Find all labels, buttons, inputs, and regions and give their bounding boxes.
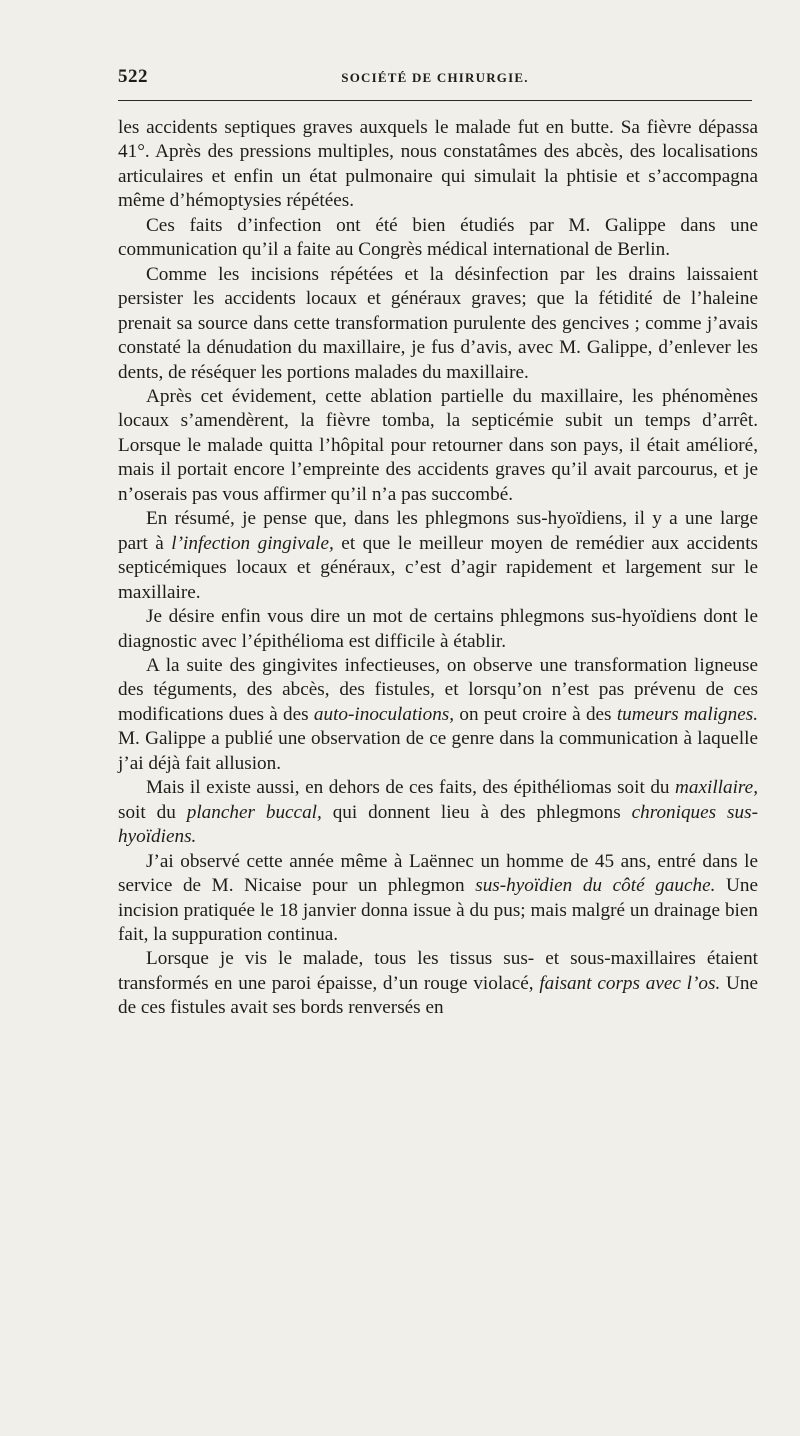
paragraph-text: En résumé, je pense que, dans les phlegmons sus-hyoïdiens, il y a une large part à — [118, 508, 758, 554]
paragraph-text: Une de ces fistules avait ses bords renversés en — [118, 972, 758, 1019]
italic-text: plancher buccal, — [186, 801, 322, 823]
paragraph-text: Une incision pratiquée le 18 janvier donna issue à du pus; mais malgré un drainage bien fait, la suppuration continua. — [118, 875, 759, 945]
paragraph-text: Ces faits d’infection ont été bien étudiés par M. Galippe dans une communication qu’il a faite au Congrès médical international de Berlin. — [118, 214, 758, 261]
paragraph — [118, 214, 758, 263]
page-number: 522 — [118, 66, 148, 87]
italic-text: sus-hyoïdien du côté gauche. — [475, 875, 716, 897]
paragraph-text: soit du — [118, 801, 187, 823]
body-text — [118, 116, 758, 1021]
paragraph-text: qui donnent lieu à des phlegmons — [321, 801, 632, 823]
paragraph-text: Comme les incisions répétées et la désinfection par les drains laissaient persister les accidents locaux et généraux graves; que la fétidité de l’haleine prenait sa source dans cette transformation purulente des gencives ; comme j’avais constaté la dénudation du maxillaire, je fus d’avis, avec M. Galippe, d’enlever les dents, de réséquer les portions malades du maxillaire. — [118, 263, 758, 383]
paragraph — [118, 116, 758, 214]
paragraph — [118, 654, 758, 776]
paragraph — [118, 263, 758, 385]
italic-text: maxillaire, — [675, 777, 758, 799]
header-rule — [118, 100, 752, 101]
paragraph — [118, 507, 758, 605]
running-head — [118, 66, 752, 90]
italic-text: l’infection gingivale, — [171, 532, 334, 554]
italic-text: faisant corps avec l’os. — [539, 972, 721, 994]
italic-text: tumeurs malignes. — [616, 703, 758, 725]
paragraph-text: et que le meilleur moyen de remédier aux accidents septicémiques locaux et généraux, c’est d’agir rapidement et largement sur le maxillaire. — [118, 532, 758, 603]
paragraph-text: Je désire enfin vous dire un mot de certains phlegmons sus-hyoïdiens dont le diagnostic avec l’épithélioma est difficile à établir. — [118, 606, 758, 652]
paragraph — [118, 385, 758, 507]
paragraph — [118, 850, 758, 948]
journal-title: SOCIÉTÉ DE CHIRURGIE. — [341, 70, 529, 85]
paragraph-text: J’ai observé cette année même à Laënnec un homme de 45 ans, entré dans le service de M. Nicaise pour un phlegmon — [118, 850, 758, 897]
paragraph-text: A la suite des gingivites infectieuses, on observe une transformation ligneuse des téguments, des abcès, des fistules, et lorsqu’on n’est pas prévenu de ces modifications dues à des — [118, 654, 758, 725]
paragraph-text: on peut croire à des — [454, 703, 617, 725]
italic-text: auto-inoculations, — [313, 703, 455, 725]
paragraph — [118, 776, 758, 849]
paragraph — [118, 947, 758, 1020]
paragraph-text: Lorsque je vis le malade, tous les tissus sus- et sous-maxillaires étaient transformés en une paroi épaisse, d’un rouge violacé, — [118, 948, 758, 994]
paragraph-text: M. Galippe a publié une observation de ce genre dans la communication à laquelle j’ai déjà fait allusion. — [118, 728, 758, 774]
paragraph-text: les accidents septiques graves auxquels le malade fut en butte. Sa fièvre dépassa 41°. Après des pressions multiples, nous constatâmes des abcès, des localisations articulaires et enfin un état pulmonaire qui simulait la phtisie et s’accompagna même d’hémoptysies répétées. — [118, 117, 758, 212]
paragraph-text: Après cet évidement, cette ablation partielle du maxillaire, les phénomènes locaux s’amendèrent, la fièvre tomba, la septicémie subit un temps d’arrêt. Lorsque le malade quitta l’hôpital pour retourner dans son pays, il était amélioré, mais il portait encore l’empreinte des accidents graves qu’il avait parcourus, et je n’oserais pas vous affirmer qu’il n’a pas succombé. — [118, 385, 758, 505]
paragraph-text: Mais il existe aussi, en dehors de ces faits, des épithéliomas soit du — [146, 777, 676, 799]
italic-text: chroniques sus-hyoïdiens. — [118, 801, 758, 848]
paragraph — [118, 605, 758, 654]
